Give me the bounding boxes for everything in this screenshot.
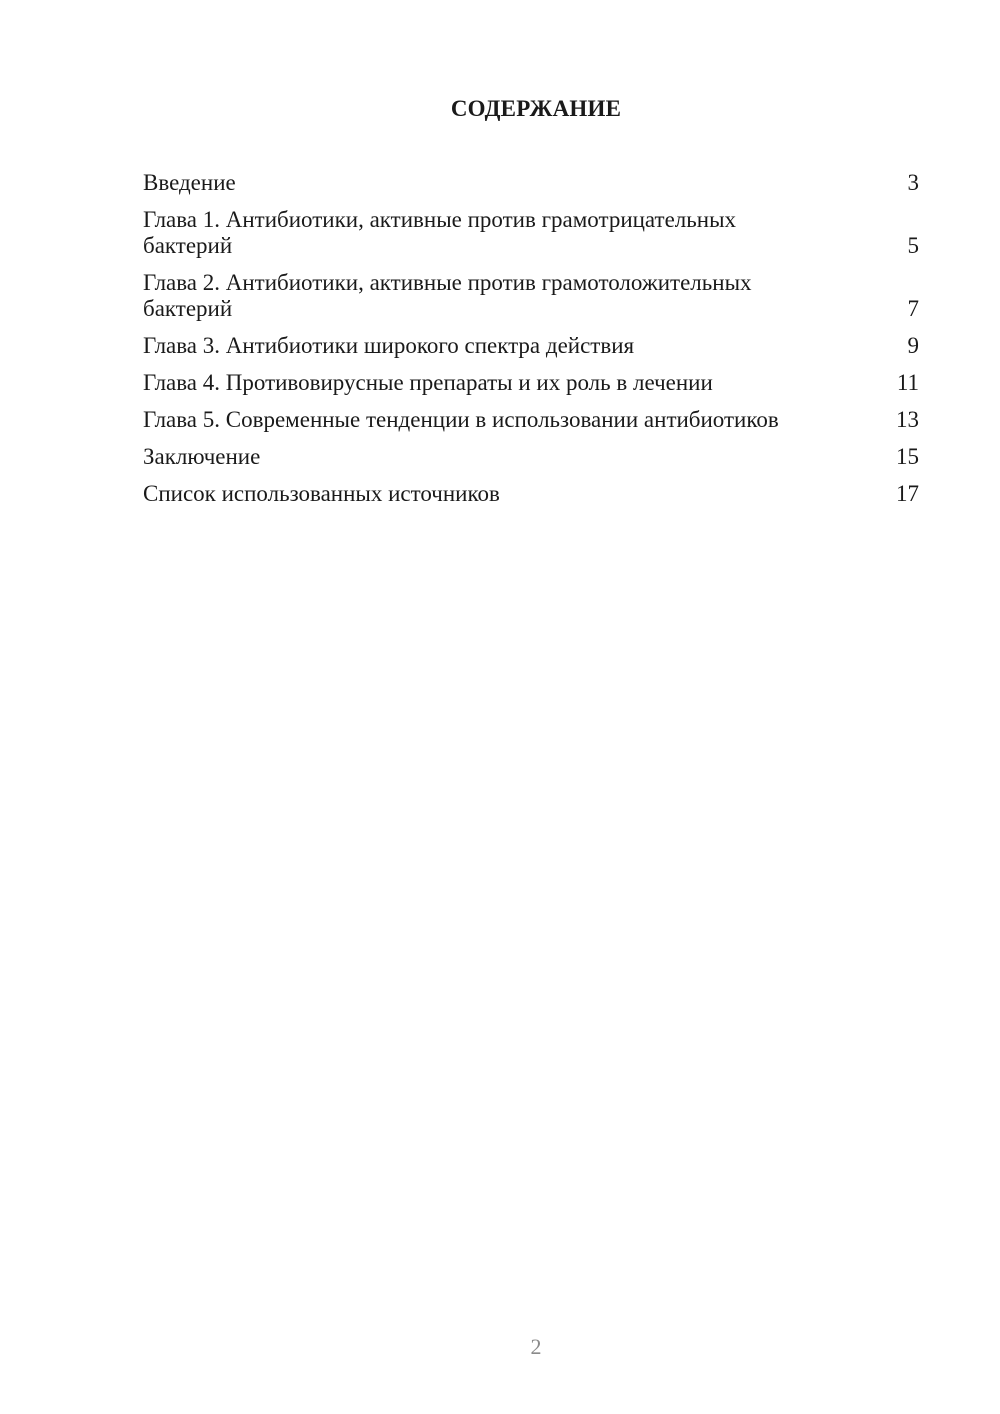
page-title: СОДЕРЖАНИЕ [450, 96, 622, 121]
toc-entry-page: 15 [896, 444, 919, 469]
toc-entry-chapter-2 [143, 270, 919, 322]
toc-entry-conclusion [143, 444, 919, 470]
toc-entry-title: Глава 4. Противовирусные препараты и их роль в лечении [143, 370, 713, 395]
toc-entry-title: Список использованных источников [143, 481, 500, 506]
toc-entry-page: 13 [896, 407, 919, 432]
toc-entry-title: Глава 2. Антибиотики, активные против грамотоложительных бактерий [143, 270, 752, 321]
toc-entry-chapter-1 [143, 207, 919, 259]
toc-entry-page: 3 [907, 170, 919, 195]
toc-entry-chapter-3 [143, 333, 919, 359]
toc-entry-page: 11 [896, 370, 919, 395]
table-of-contents [143, 170, 919, 518]
toc-entry-page: 17 [896, 481, 919, 506]
toc-entry-title: Глава 1. Антибиотики, активные против грамотрицательных бактерий [143, 207, 737, 258]
toc-entry-chapter-4 [143, 370, 919, 396]
toc-entry-page: 7 [907, 296, 919, 321]
toc-entry-page: 5 [907, 233, 919, 258]
toc-entry-title: Глава 5. Современные тенденции в использовании антибиотиков [143, 407, 779, 432]
toc-entry-references [143, 481, 919, 507]
page-number: 2 [530, 1334, 542, 1359]
toc-entry-chapter-5 [143, 407, 919, 433]
toc-entry-title: Глава 3. Антибиотики широкого спектра действия [143, 333, 635, 358]
toc-entry-title: Введение [143, 170, 236, 195]
toc-entry-page: 9 [907, 333, 919, 358]
toc-entry-introduction [143, 170, 919, 196]
toc-entry-title: Заключение [143, 444, 261, 469]
